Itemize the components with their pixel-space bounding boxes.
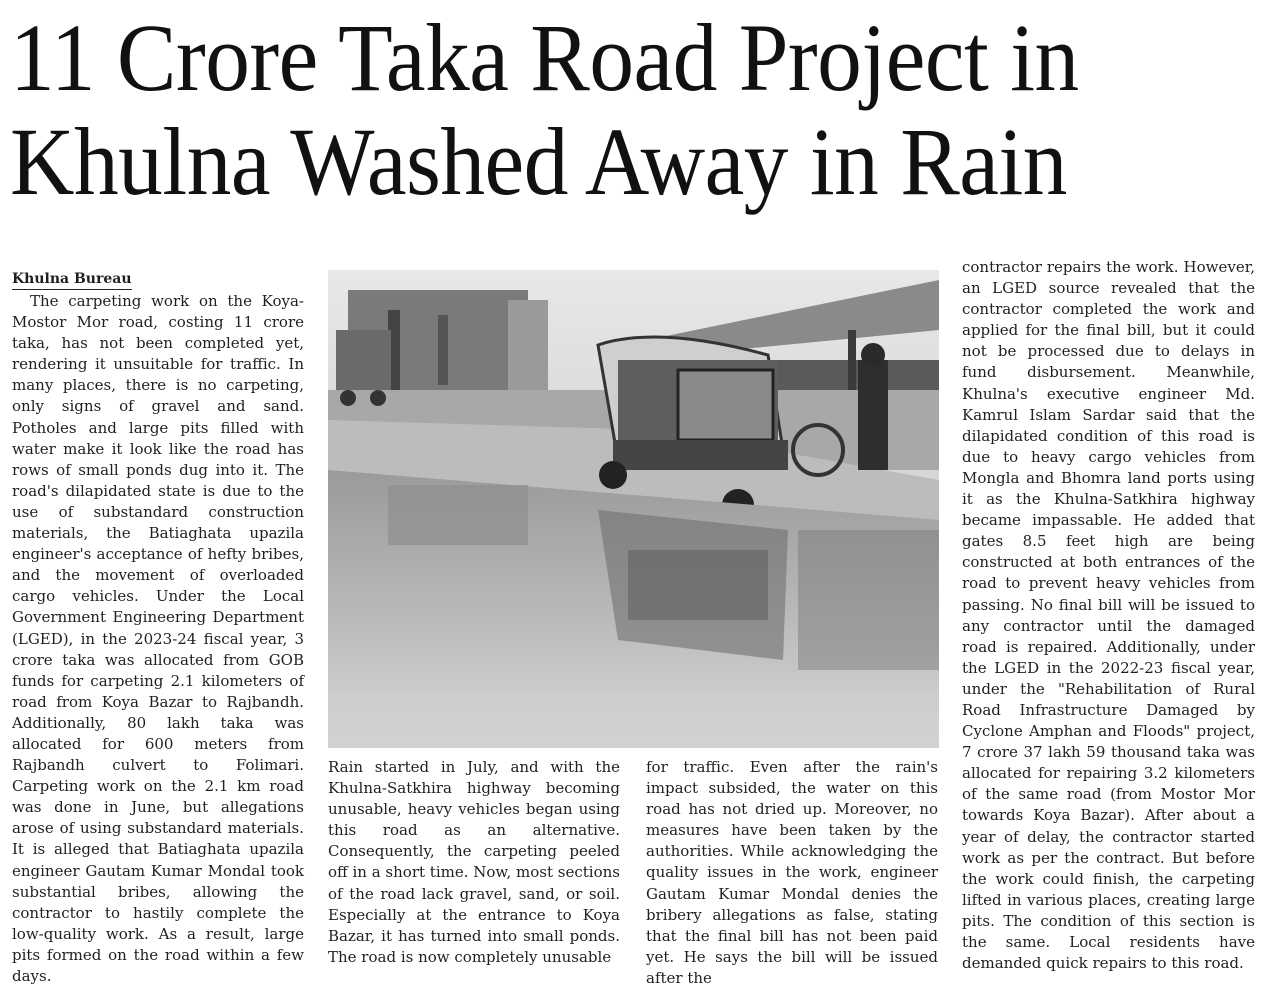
flooded-road-photo bbox=[328, 270, 939, 748]
article-column-2 bbox=[328, 757, 620, 968]
article-column-1 bbox=[12, 268, 304, 987]
column-1-text: The carpeting work on the Koya-Mostor Mor road, costing 11 crore taka, has not been completed yet, rendering it unsuitable for traffic. In many places, there is no carpeting, only signs of gravel and sand. Potholes and large pits filled with water make it look like the road has rows of small ponds dug into it. The road's dilapidated state is due to the use of substandard construction materials, the Batiaghata upazila engineer's acceptance of hefty bribes, and the movement of overloaded cargo vehicles. Under the Local Government Engineering Department (LGED), in the 2023-24 fiscal year, 3 crore taka was allocated from GOB funds for carpeting 2.1 kilometers of road from Koya Bazar to Rajbandh. Additionally, 80 lakh taka was allocated for 600 meters from Rajbandh culvert to Folimari. Carpeting work on the 2.1 km road was done in June, but allegations arose of using substandard materials. It is alleged that Batiaghata upazila engineer Gautam Kumar Mondal took substantial bribes, allowing the contractor to hastily complete the low-quality work. As a result, large pits formed on the road within a few days. bbox=[12, 292, 304, 985]
column-4-text: contractor repairs the work. However, an LGED source revealed that the contractor completed the work and applied for the final bill, but it could not be processed due to delays in fund disbursement. Meanwhile, Khulna's executive engineer Md. Kamrul Islam Sardar said that the dilapidated condition of this road is due to heavy cargo vehicles from Mongla and Bhomra land ports using it as the Khulna-Satkhira highway became impassable. He added that gates 8.5 feet high are being constructed at both entrances of the road to prevent heavy vehicles from passing. No final bill will be issued to any contractor until the damaged road is repaired. Additionally, under the LGED in the 2022-23 fiscal year, under the "Rehabilitation of Rural Road Infrastructure Damaged by Cyclone Amphan and Floods" project, 7 crore 37 lakh 59 thousand taka was allocated for repairing 3.2 kilometers of the same road (from Mostor Mor towards Koya Bazar). After about a year of delay, the contractor started work as per the contract. But before the work could finish, the carpeting lifted in various places, creating large pits. The condition of this section is the same. Local residents have demanded quick repairs to this road. bbox=[962, 258, 1255, 973]
news-photo bbox=[328, 270, 939, 748]
headline-line-2: Khulna Washed Away in Rain bbox=[10, 108, 1067, 215]
headline-line-1: 11 Crore Taka Road Project in bbox=[10, 4, 1079, 111]
article-column-3 bbox=[646, 757, 938, 989]
column-3-text: for traffic. Even after the rain's impact subsided, the water on this road has not dried up. Moreover, no measures have been taken by the authorities. While acknowledging the quality issues in the work, engineer Gautam Kumar Mondal denies the bribery allegations as false, stating that the final bill has not been paid yet. He says the bill will be issued after the bbox=[646, 758, 938, 987]
byline: Khulna Bureau bbox=[12, 269, 132, 290]
column-2-text: Rain started in July, and with the Khulna-Satkhira highway becoming unusable, heavy vehicles began using this road as an alternative. Consequently, the carpeting peeled off in a short time. Now, most sections of the road lack gravel, sand, or soil. Especially at the entrance to Koya Bazar, it has turned into small ponds. The road is now completely unusable bbox=[328, 758, 620, 966]
headline bbox=[10, 6, 1168, 214]
article-column-4 bbox=[962, 257, 1255, 974]
